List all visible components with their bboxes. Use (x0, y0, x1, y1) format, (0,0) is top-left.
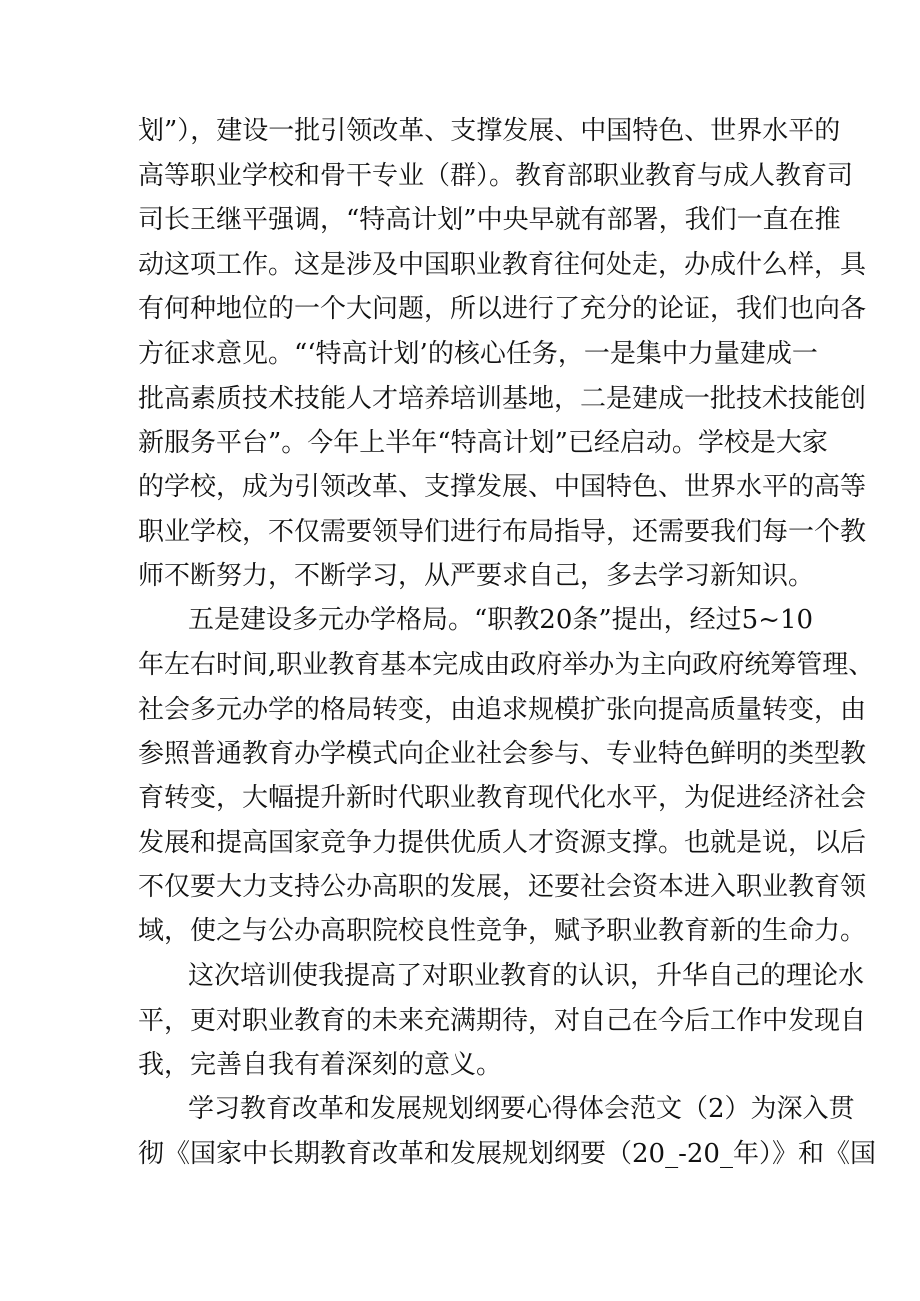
paragraph-first-line: 学习教育改革和发展规划纲要心得体会范文（2）为深入贯 (188, 1094, 855, 1124)
paragraph-line: 新服务平台”。今年上半年“特高计划”已经启动。学校是大家 (138, 428, 828, 458)
paragraph-line: 彻《国家中长期教育改革和发展规划纲要（20_-20_年）》和《国 (138, 1139, 876, 1169)
paragraph-line: 高等职业学校和骨干专业（群）。教育部职业教育与成人教育司 (138, 161, 854, 191)
paragraph-line: 司长王继平强调，“特高计划”中央早就有部署，我们一直在推 (138, 205, 841, 235)
paragraph-line: 育转变，大幅提升新时代职业教育现代化水平，为促进经济社会 (138, 783, 867, 813)
paragraph-line: 年左右时间,职业教育基本完成由政府举办为主向政府统筹管理、 (138, 650, 875, 680)
paragraph-line: 方征求意见。“‘特高计划’的核心任务，一是集中力量建成一 (138, 339, 818, 369)
paragraph-line: 不仅要大力支持公办高职的发展，还要社会资本进入职业教育领 (138, 872, 867, 902)
paragraph-line: 平，更对职业教育的未来充满期待，对自己在今后工作中发现自 (138, 1006, 867, 1036)
paragraph-line: 参照普通教育办学模式向企业社会参与、专业特色鲜明的类型教 (138, 739, 867, 769)
paragraph-line: 发展和提高国家竞争力提供优质人才资源支撑。也就是说，以后 (138, 828, 867, 858)
paragraph-first-line: 这次培训使我提高了对职业教育的认识，升华自己的理论水 (188, 961, 865, 991)
paragraph-line: 师不断努力，不断学习，从严要求自己，多去学习新知识。 (138, 561, 815, 591)
paragraph-line: 域，使之与公办高职院校良性竞争，赋予职业教育新的生命力。 (138, 916, 867, 946)
paragraph-line: 的学校，成为引领改革、支撑发展、中国特色、世界水平的高等 (138, 472, 867, 502)
paragraph-line: 职业学校，不仅需要领导们进行布局指导，还需要我们每一个教 (138, 517, 867, 547)
paragraph-line: 批高素质技术技能人才培养培训基地，二是建成一批技术技能创 (138, 384, 867, 414)
paragraph-first-line: 五是建设多元办学格局。“职教20条”提出，经过5~10 (188, 605, 814, 635)
paragraph-line: 社会多元办学的格局转变，由追求规模扩张向提高质量转变，由 (138, 695, 867, 725)
paragraph-line: 我，完善自我有着深刻的意义。 (138, 1050, 503, 1080)
paragraph-line: 有何种地位的一个大问题，所以进行了充分的论证，我们也向各 (138, 294, 867, 324)
paragraph-line: 划”），建设一批引领改革、支撑发展、中国特色、世界水平的 (138, 116, 841, 146)
paragraph-line: 动这项工作。这是涉及中国职业教育往何处走，办成什么样，具 (138, 250, 867, 280)
